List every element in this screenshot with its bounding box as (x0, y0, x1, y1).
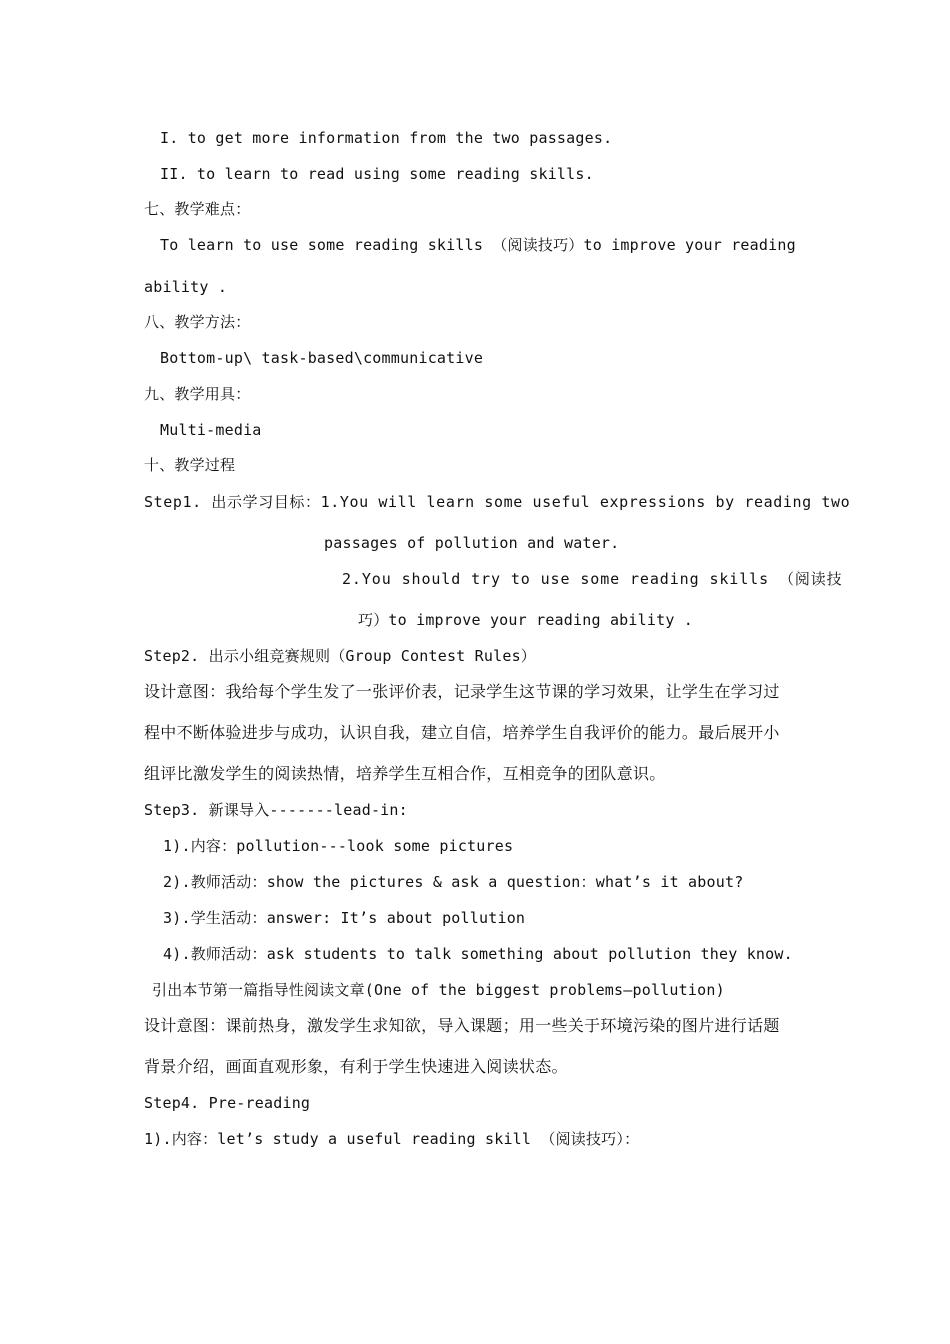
section-9-text: Multi-media (160, 421, 262, 439)
step-1-line-2: passages of pollution and water. (324, 534, 620, 552)
step-1-line-3: 2.You should try to use some reading skills （阅读技 (342, 570, 843, 588)
section-7-line-1: To learn to use some reading skills （阅读技巧）to improve your reading (160, 236, 796, 254)
step-3-item-3: 3).学生活动：answer: It’s about pollution (163, 909, 526, 927)
objective-item-1: I. to get more information from the two passages. (160, 129, 613, 147)
section-8-heading: 八、教学方法： (144, 313, 251, 331)
step-4-line-1: Step4. Pre-reading (144, 1094, 311, 1112)
step-3-line-1: Step3. 新课导入-------lead-in: (144, 801, 408, 819)
step-3-design-1: 设计意图：课前热身，激发学生求知欲，导入课题；用一些关于环境污染的图片进行话题 (144, 1016, 780, 1035)
section-7-heading: 七、教学难点： (144, 200, 251, 218)
step-2-design-2: 程中不断体验进步与成功，认识自我，建立自信，培养学生自我评价的能力。最后展开小 (144, 723, 780, 742)
section-7-line-2: ability . (144, 278, 228, 296)
objective-item-2: II. to learn to read using some reading skills. (160, 165, 594, 183)
section-10-heading: 十、教学过程 (144, 456, 236, 474)
section-8-text: Bottom-up\ task-based\communicative (160, 349, 484, 367)
step-3-design-2: 背景介绍，画面直观形象，有利于学生快速进入阅读状态。 (144, 1057, 568, 1076)
step-4-item-1: 1).内容：let’s study a useful reading skill （阅读技巧）： (144, 1130, 640, 1148)
step-1-line-4: 巧）to improve your reading ability . (358, 611, 694, 629)
step-3-item-1: 1).内容：pollution---look some pictures (163, 837, 514, 855)
step-3-item-4: 4).教师活动：ask students to talk something about pollution they know. (163, 945, 793, 963)
step-1-line-1: Step1. 出示学习目标：1.You will learn some useful expressions by reading two (144, 493, 851, 511)
step-3-item-2: 2).教师活动：show the pictures & ask a question：what’s it about? (163, 873, 744, 891)
step-2-line-1: Step2. 出示小组竞赛规则（Group Contest Rules） (144, 647, 537, 665)
step-2-design-3: 组评比激发学生的阅读热情，培养学生互相合作，互相竞争的团队意识。 (144, 764, 666, 783)
step-3-intro: 引出本节第一篇指导性阅读文章(One of the biggest problems—pollution) (152, 981, 725, 999)
section-9-heading: 九、教学用具： (144, 385, 251, 403)
step-2-design-1: 设计意图：我给每个学生发了一张评价表，记录学生这节课的学习效果，让学生在学习过 (144, 682, 780, 701)
